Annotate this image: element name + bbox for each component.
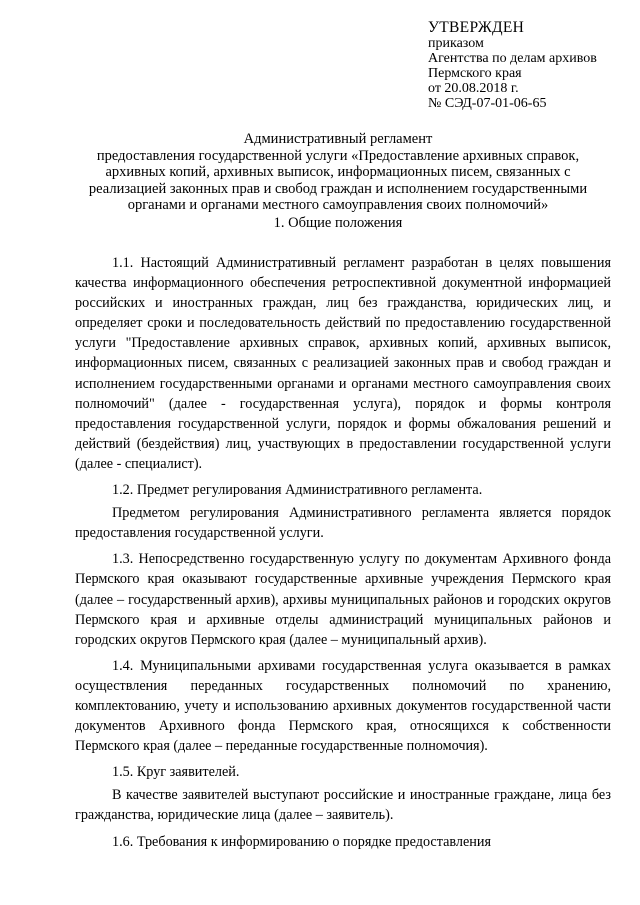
paragraph: 1.1. Настоящий Административный регламент разработан в целях повышения качества информационного обеспечения ретроспективной документной информацией российских и иностранных граждан, лиц без гражданства, юридических лиц, и определяет сроки и последовательность действий по предоставлению государственной услуги "Предоставление архивных справок, архивных копий, архивных выписок, информационных писем, связанных с реализацией законных прав и свобод граждан и исполнением государственными органами и органами местного самоуправления своих полномочий" (далее - государственная услуга), порядок и формы контроля предоставления государственной услуги, порядок и формы обжалования решений и действий (бездействия) лиц, участвующих в предоставлении государственной услуги (далее - специалист). <box>75 255 611 472</box>
approval-stamp <box>428 20 597 111</box>
paragraph: В качестве заявителей выступают российские и иностранные граждане, лица без гражданства, юридические лица (далее – заявитель). <box>75 787 611 824</box>
approval-title: УТВЕРЖДЕН <box>428 19 525 36</box>
document-subtitle: предоставления государственной услуги «Предоставление архивных справок, архивных копий, архивных выписок, информационных писем, связанных с реализацией законных прав и свобод граждан и исполнением государственными органами и органами местного самоуправления своих полномочий» <box>88 147 588 213</box>
approval-line: Агентства по делам архивов <box>428 51 597 66</box>
section-title: 1. Общие положения <box>273 215 403 231</box>
paragraph: 1.3. Непосредственно государственную услугу по документам Архивного фонда Пермского края оказывают государственные архивные учреждения Пермского края (далее – государственный архив), архивы муниципальных районов и городских округов Пермского края и архивные отделы администраций муниципальных районов и городских округов Пермского края (далее – муниципальный архив). <box>75 551 611 648</box>
paragraph: 1.6. Требования к информированию о порядке предоставления <box>112 833 491 850</box>
document-title: Административный регламент <box>243 131 433 147</box>
paragraph: 1.2. Предмет регулирования Административного регламента. <box>112 482 483 499</box>
document-body <box>75 253 611 858</box>
paragraph: Предметом регулирования Административного регламента является порядок предоставления государственной услуги. <box>75 505 611 542</box>
approval-line: от 20.08.2018 г. <box>428 81 519 96</box>
paragraph: 1.4. Муниципальными архивами государственная услуга оказывается в рамках осуществления переданных государственных полномочий по хранению, комплектованию, учету и использованию архивных документов государственной части документов Архивного фонда Пермского края, относящихся к собственности Пермского края (далее – переданные государственные полномочия). <box>75 657 611 755</box>
approval-line: Пермского края <box>428 66 522 81</box>
approval-line: приказом <box>428 36 484 51</box>
document-heading <box>66 131 610 214</box>
paragraph: 1.5. Круг заявителей. <box>112 764 240 781</box>
approval-line: № СЭД-07-01-06-65 <box>428 96 547 111</box>
